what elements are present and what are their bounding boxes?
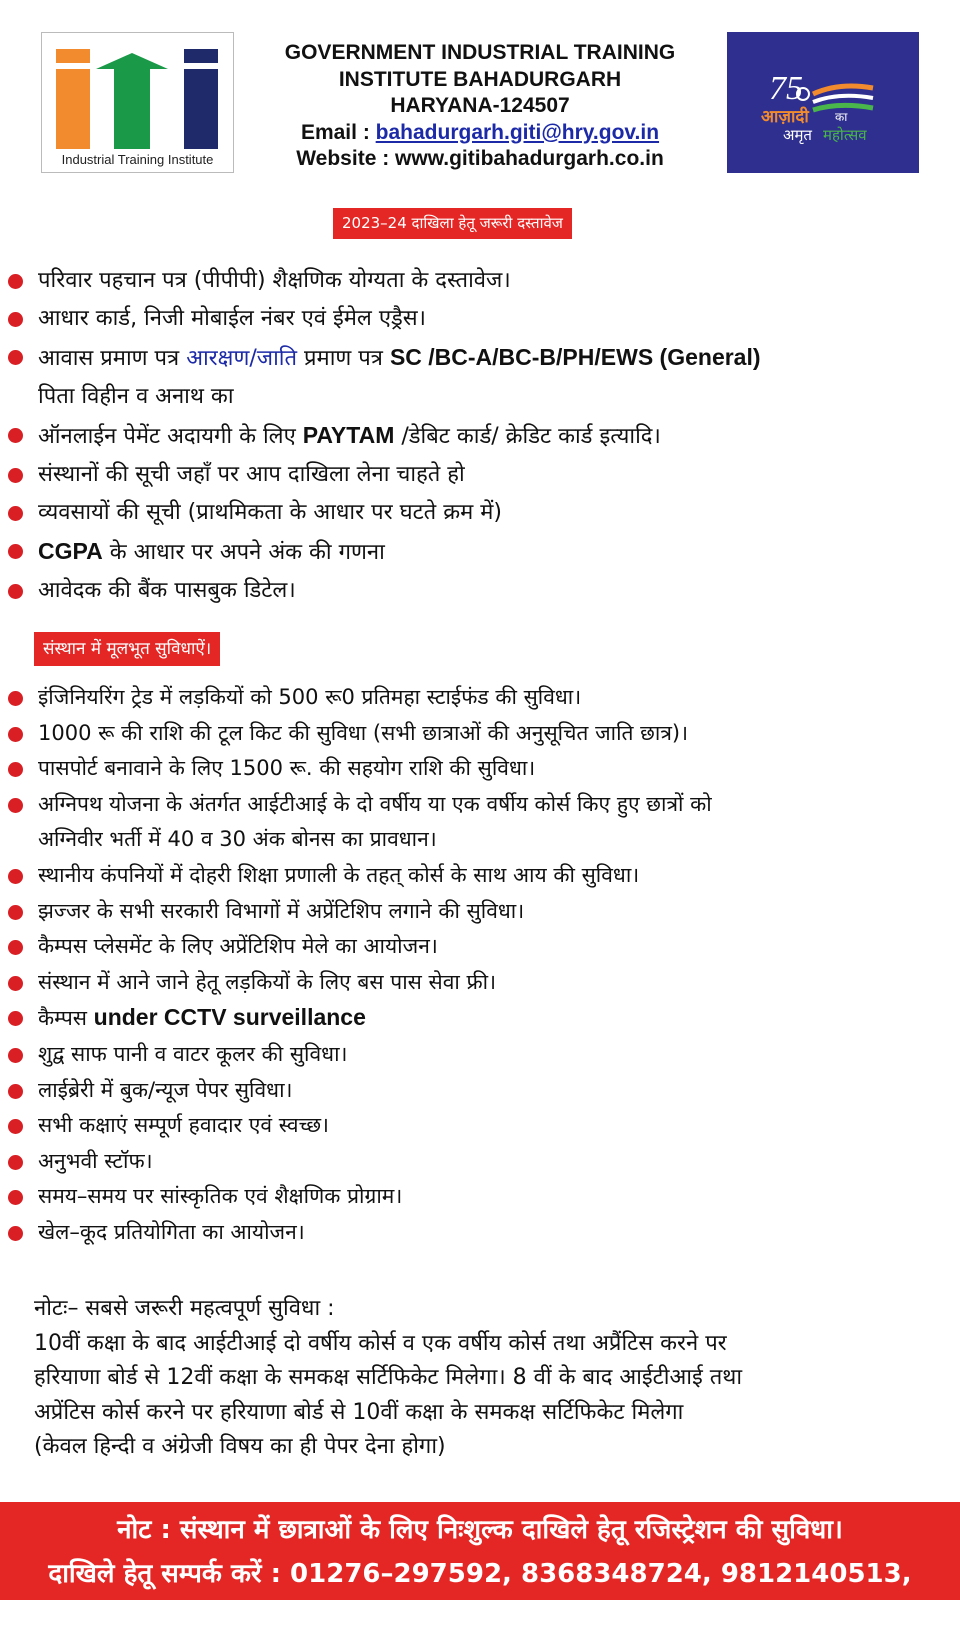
list-item-text: कैम्पस प्लेसमेंट के लिए अप्रेंटिशिप मेले का आयोजन। [38,934,438,959]
list-item-text: समय–समय पर सांस्कृतिक एवं शैक्षणिक प्रोग्राम। [38,1184,403,1209]
list-item-text: इंजिनियरिंग ट्रेड में लड़कियों को 500 रू0 प्रतिमहा स्टाईफंड की सुविधा। [38,685,582,709]
list-item-text: शुद्व साफ पानी व वाटर कूलर की सुविधा। [38,1041,348,1066]
category-codes-text: SC /BC-A/BC-B/PH/EWS (General) [389,344,761,370]
letterhead [0,0,960,190]
bullet-icon [8,1226,23,1241]
list-item-text: कैम्पस [38,1006,94,1031]
reservation-caste-text: आरक्षण/जाति [186,346,298,371]
email-link[interactable]: bahadurgarh.giti@hry.gov.in [375,120,660,144]
list-item-text: अनुभवी स्टॉफ। [38,1148,153,1173]
list-item-text: व्यवसायों की सूची (प्राथमिकता के आधार पर घटते क्रम में) [38,500,502,525]
list-item-text: लाईब्रेरी में बुक/न्यूज पेपर सुविधा। [38,1077,293,1102]
bullet-icon [8,976,23,991]
list-item [8,858,938,894]
documents-section-tag: 2023–24 दाखिला हेतू जरूरी दस्तावेज [333,208,572,239]
paytam-text: PAYTAM [302,422,395,448]
bullet-icon [8,727,23,742]
list-item-text-line2: अग्निवीर भर्ती में 40 व 30 अंक बोनस का प्रावधान। [38,827,437,852]
bullet-icon [8,1084,23,1099]
list-item [8,416,938,456]
list-item [8,300,938,338]
bullet-icon [8,312,23,327]
list-item [8,1215,938,1251]
list-item-text-line2: पिता विहीन व अनाथ का [38,384,234,409]
cgpa-text: CGPA [38,538,103,564]
bullet-icon [8,584,23,599]
azadi-ka-amrit-mahotsav-logo [727,32,919,173]
footer-contact-numbers: दाखिले हेतू सम्पर्क करें : 01276–297592, 8368348724, 9812140513, 9466014614 [48,1559,912,1629]
email-row [248,120,712,147]
tricolor-wave-icon [727,32,919,173]
list-item-text: स्थानीय कंपनियों में दोहरी शिक्षा प्रणाली के तहत् कोर्स के साथ आय की सुविधा। [38,862,640,887]
bullet-icon [8,1011,23,1026]
facilities-list [8,680,938,1251]
list-item-text: संस्थानों की सूची जहाँ पर आप दाखिला लेना चाहते हो [38,462,465,487]
list-item-text: ऑनलाईन पेमेंट अदायगी के लिए [38,424,303,449]
email-label: Email : [300,120,376,144]
documents-list [8,262,938,610]
list-item-text: खेल–कूद प्रतियोगिता का आयोजन। [38,1219,305,1244]
logo-amrit: अमृत [783,126,812,144]
list-item [8,787,938,858]
footer-registration-note: नोट : संस्थान में छात्राओं के लिए निःशुल्क दाखिले हेतू रजिस्ट्रेशन की सुविधा। [117,1515,843,1545]
list-item [8,532,938,572]
list-item-text: प्रमाण पत्र [297,346,390,371]
logo-number-75: 75 [769,70,803,107]
important-note [34,1292,934,1465]
list-item [8,1179,938,1215]
bullet-icon [8,1190,23,1205]
list-item-text: सभी कक्षाएं सम्पूर्ण हवादार एवं स्वच्छ। [38,1113,330,1138]
iti-logo-icon [52,49,224,149]
logo-azadi: आज़ादी [761,107,809,127]
logo-ka: का [835,110,848,124]
bullet-icon [8,905,23,920]
bullet-icon [8,1119,23,1134]
list-item [8,1037,938,1073]
list-item-text: के आधार पर अपने अंक की गणना [102,540,385,565]
org-address: HARYANA-124507 [390,94,570,117]
bullet-icon [8,544,23,559]
iti-logo-caption: Industrial Training Institute [61,152,214,167]
bullet-icon [8,428,23,443]
list-item [8,965,938,1001]
iti-logo [41,32,234,173]
bullet-icon [8,1048,23,1063]
bullet-icon [8,350,23,365]
cctv-text: under CCTV surveillance [93,1004,366,1031]
facilities-section-tag: संस्थान में मूलभूत सुविधाऐं। [34,632,220,666]
note-line: हरियाणा बोर्ड से 12वीं कक्षा के समकक्ष सर्टिफिकेट मिलेगा। 8 वीं के बाद आईटीआई तथा [34,1365,743,1390]
list-item [8,1108,938,1144]
list-item-text: 1000 रू की राशि की टूल किट की सुविधा (सभी छात्राओं की अनुसूचित जाति छात्र)। [38,720,689,745]
note-title: नोटः– सबसे जरूरी महत्वपूर्ण सुविधा : [34,1296,335,1321]
website-row [248,146,712,173]
list-item [8,716,938,752]
organization-details [248,40,712,173]
list-item [8,929,938,965]
bullet-icon [8,468,23,483]
bullet-icon [8,798,23,813]
note-line: 10वीं कक्षा के बाद आईटीआई दो वर्षीय कोर्स व एक वर्षीय कोर्स तथा अप्रैंटिस करने पर [34,1330,727,1356]
list-item [8,338,938,416]
list-item [8,751,938,787]
list-item-text: परिवार पहचान पत्र (पीपीपी) शैक्षणिक योग्यता के दस्तावेज। [38,268,511,293]
list-item [8,680,938,716]
list-item [8,494,938,532]
list-item-text: आधार कार्ड, निजी मोबाईल नंबर एवं ईमेल एड्रैस। [38,306,426,331]
list-item [8,262,938,300]
note-line: (केवल हिन्दी व अंग्रेजी विषय का ही पेपर देना होगा) [34,1434,446,1459]
list-item-text: आवेदक की बैंक पासबुक डिटेल। [38,578,296,603]
list-item [8,572,938,610]
footer-banner [0,1502,960,1629]
website-url: www.gitibahadurgarh.co.in [395,147,664,170]
bullet-icon [8,940,23,955]
list-item [8,1144,938,1180]
list-item-text: पासपोर्ट बनावाने के लिए 1500 रू. की सहयोग राशि की सुविधा। [38,756,536,781]
list-item-text: झज्जर के सभी सरकारी विभागों में अप्रेंटिशिप लगाने की सुविधा। [38,898,525,923]
list-item-text: आवास प्रमाण पत्र [38,346,187,371]
list-item-text: अग्निपथ योजना के अंतर्गत आईटीआई के दो वर्षीय या एक वर्षीय कोर्स किए हुए छात्रों को [38,791,712,816]
list-item [8,456,938,494]
bullet-icon [8,274,23,289]
bullet-icon [8,1155,23,1170]
logo-mahotsav: महोत्सव [823,126,867,144]
list-item [8,1000,938,1037]
org-name-line2: INSTITUTE BAHADURGARH [338,67,622,91]
list-item-text: संस्थान में आने जाने हेतू लड़कियों के लिए बस पास सेवा फ्री। [38,969,497,994]
list-item [8,1073,938,1109]
bullet-icon [8,691,23,706]
bullet-icon [8,762,23,777]
note-line: अप्रेंटिस कोर्स करने पर हरियाणा बोर्ड से 10वीं कक्षा के समकक्ष सर्टिफिकेट मिलेगा [34,1399,684,1425]
website-label: Website : [296,147,396,170]
bullet-icon [8,869,23,884]
bullet-icon [8,506,23,521]
org-name-line1: GOVERNMENT INDUSTRIAL TRAINING [284,41,676,64]
list-item-text: /डेबिट कार्ड/ क्रेडिट कार्ड इत्यादि। [394,424,661,449]
list-item [8,894,938,930]
